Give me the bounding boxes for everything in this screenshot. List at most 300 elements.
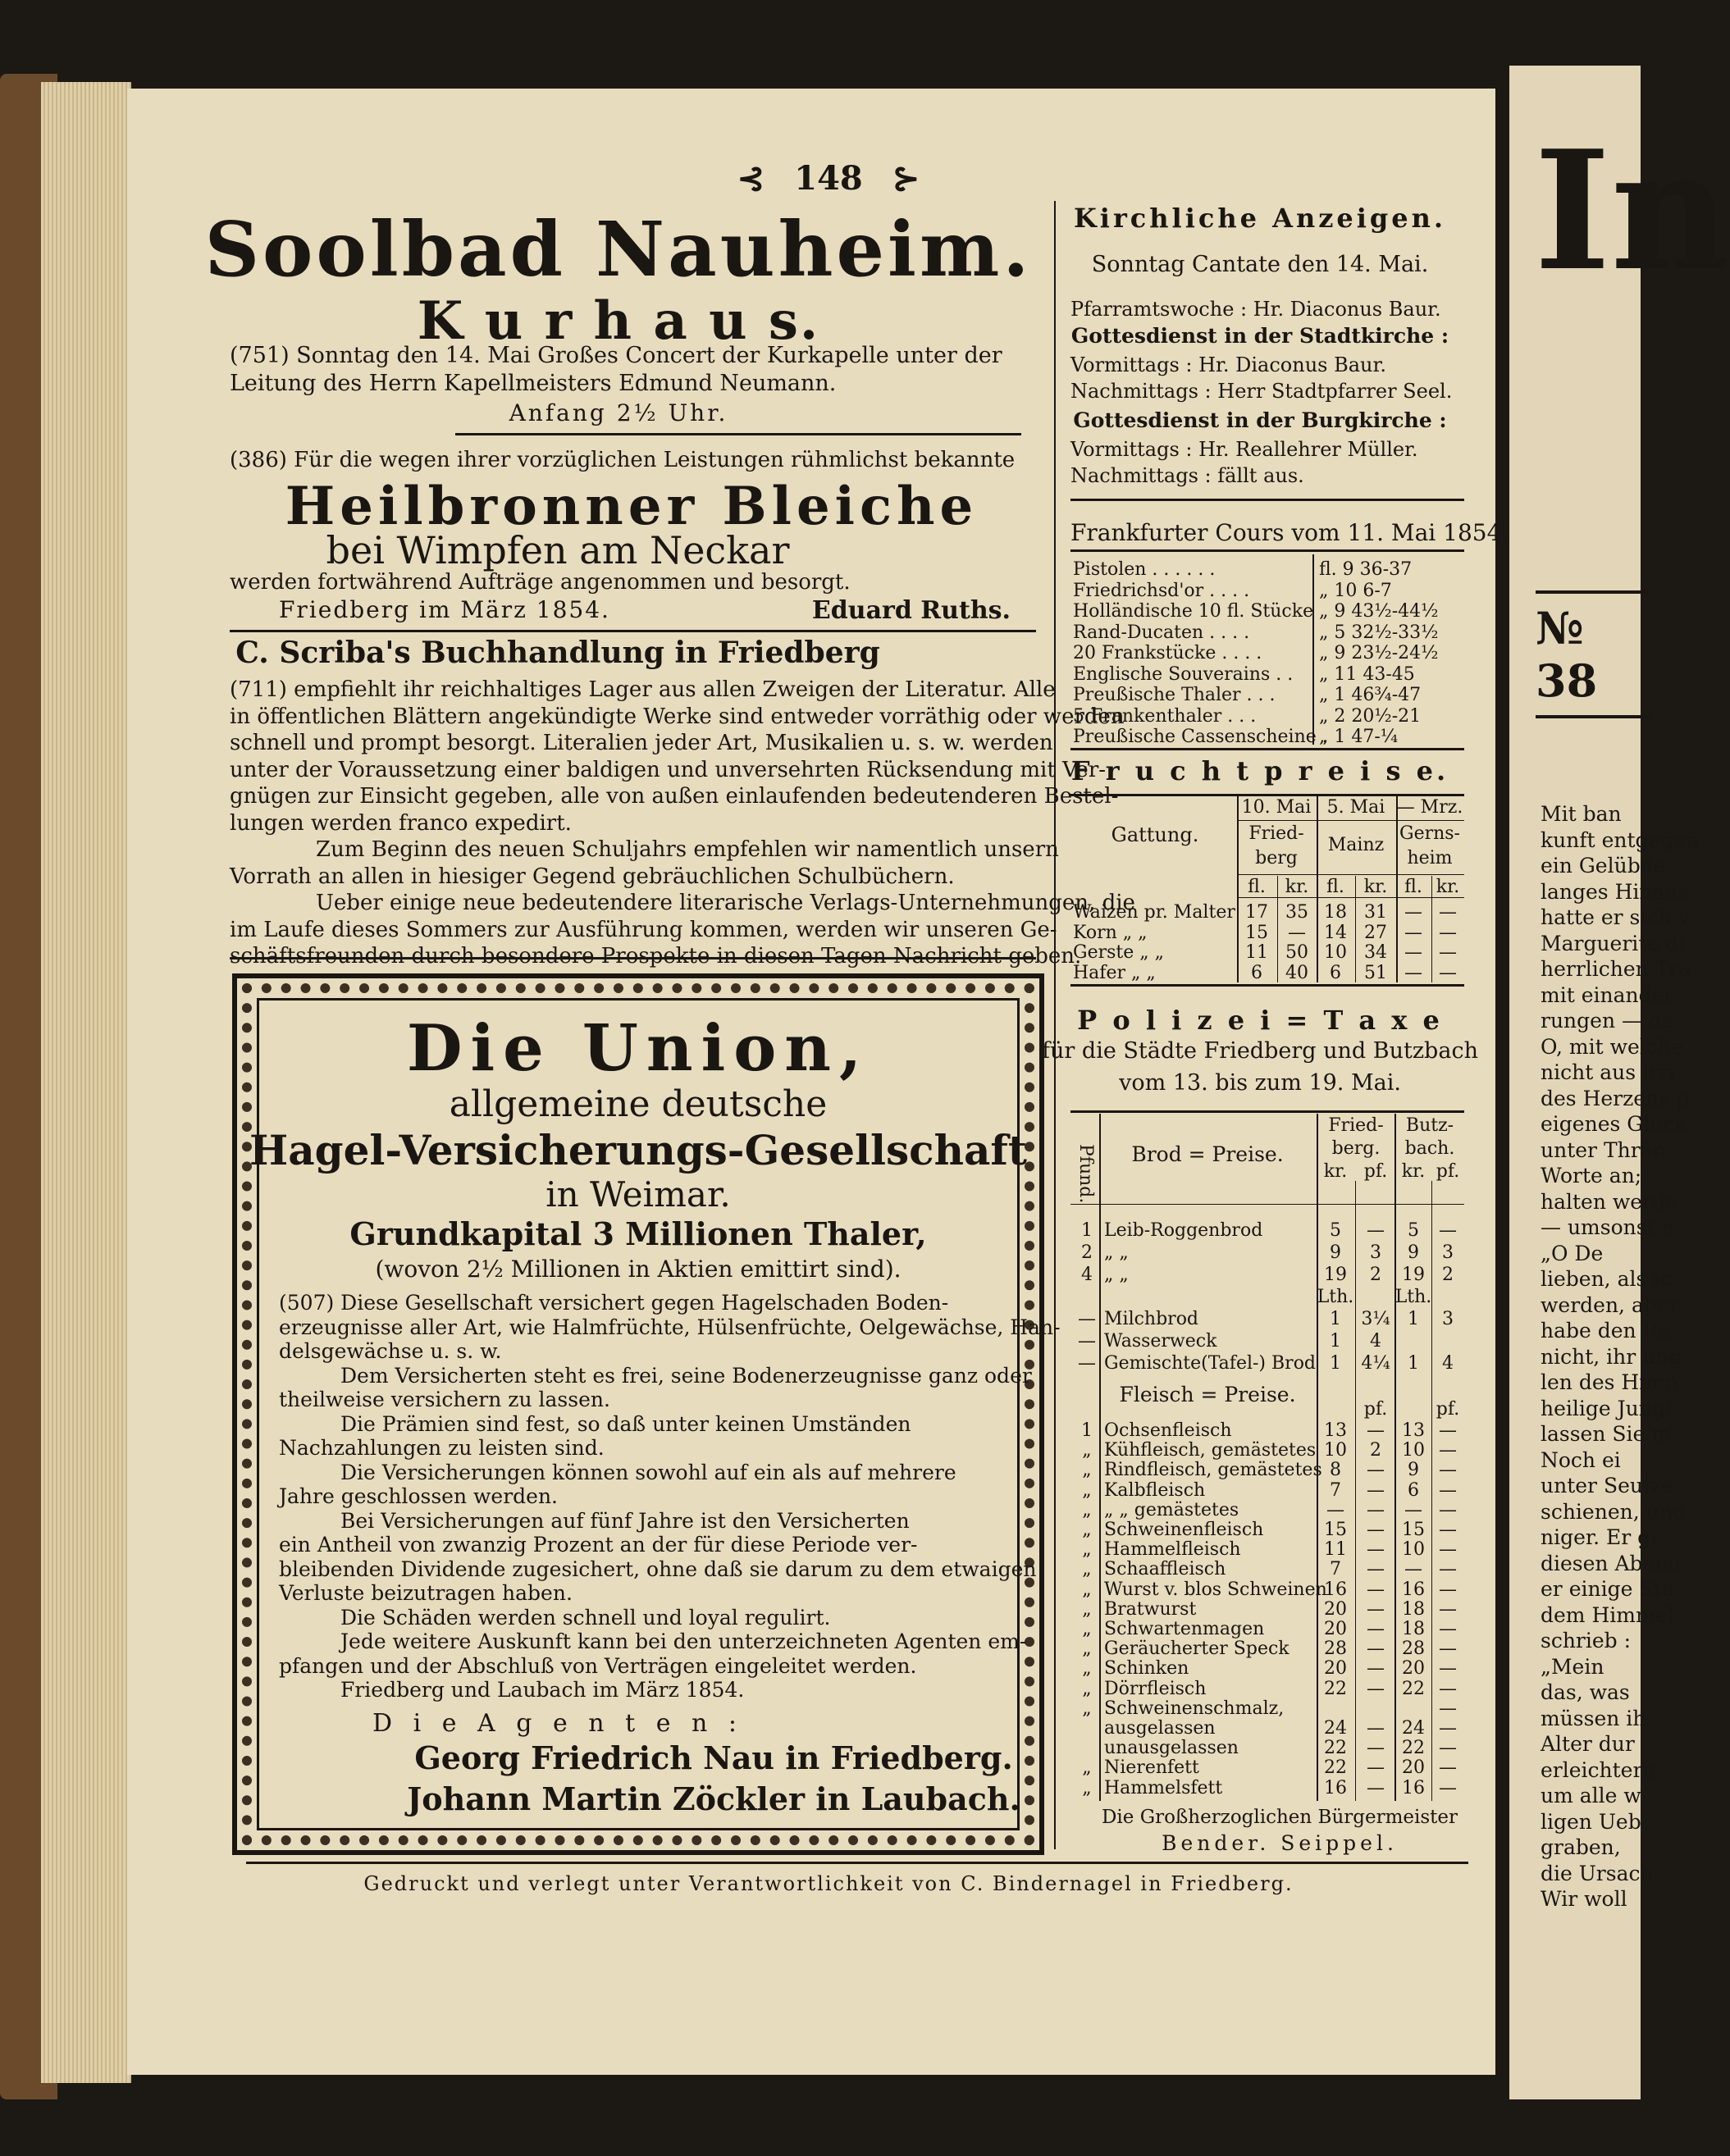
frucht-vline-2	[1396, 795, 1398, 982]
fleisch-cell-5-4: 15	[1402, 1520, 1425, 1540]
soolbad-title: Soolbad Nauheim.	[204, 205, 1033, 294]
heilbronner-subtitle: bei Wimpfen am Neckar	[326, 528, 790, 572]
scriba-head	[235, 638, 879, 668]
union-line-2: delsgewächse u. s. w.	[279, 1339, 502, 1363]
ad386-intro: (386) Für die wegen ihrer vorzüglichen Leistungen rühmlichst bekannte	[230, 448, 1016, 472]
fleisch-pf-fb: pf.	[1363, 1399, 1388, 1420]
polizei-col-fb2: berg.	[1331, 1138, 1381, 1159]
fleisch-pf-bb: pf.	[1436, 1399, 1460, 1420]
brod-qty-4: —	[1078, 1309, 1096, 1329]
union-line-4: theilweise versichern zu lassen.	[279, 1388, 610, 1411]
scriba-head-text: C. Scriba's Buchhandlung in Friedberg	[235, 636, 880, 670]
cours-name-5: Englische Souverains . .	[1073, 663, 1294, 685]
brod-cell-0-2: 5	[1330, 1220, 1341, 1241]
brod-item-2: „ „	[1104, 1265, 1129, 1285]
fleisch-cell-9-5: —	[1439, 1598, 1457, 1620]
fleisch-cell-16-2: 22	[1324, 1738, 1347, 1759]
frucht-place-3: Gerns-	[1399, 823, 1461, 844]
fleisch-item-18: Hammelsfett	[1104, 1777, 1223, 1798]
cours-name-2: Holländische 10 fl. Stücke	[1073, 601, 1314, 622]
fleisch-cell-15-4: 24	[1402, 1718, 1425, 1739]
frucht-subline-2	[1431, 876, 1432, 982]
union-line-10: ein Antheil von zwanzig Prozent an der für diese Periode ver-	[279, 1533, 918, 1557]
rule-1	[455, 433, 1021, 435]
next-page-line-28: niger. Er gi	[1541, 1525, 1658, 1549]
fleisch-cell-11-2: 28	[1324, 1639, 1347, 1660]
fleisch-cell-18-3: —	[1367, 1777, 1385, 1798]
fleisch-qty-10: „	[1082, 1619, 1092, 1639]
frucht-cell-2-5: —	[1404, 942, 1422, 963]
union-capital: Grundkapital 3 Millionen Thaler,	[349, 1215, 927, 1252]
fleisch-item-13: Dörrfleisch	[1104, 1678, 1207, 1699]
page-header	[737, 159, 920, 198]
fleisch-qty-18: „	[1082, 1777, 1092, 1798]
fleisch-qty-8: „	[1082, 1579, 1092, 1600]
polizei-unit-1: pf.	[1363, 1161, 1388, 1182]
next-page-line-26: unter Seufze	[1541, 1474, 1674, 1497]
fleisch-cell-15-5: —	[1439, 1718, 1457, 1739]
fleisch-cell-16-3: —	[1367, 1738, 1385, 1759]
fleisch-cell-5-3: —	[1367, 1520, 1385, 1540]
brod-qty-1: 2	[1081, 1242, 1093, 1263]
frucht-place-2: Mainz	[1327, 835, 1385, 855]
fleisch-cell-6-3: —	[1367, 1539, 1385, 1561]
brod-cell-2-5: 2	[1442, 1265, 1454, 1285]
next-page-line-1: kunft entgegen	[1541, 827, 1700, 852]
union-line-1: erzeugnisse aller Art, wie Halmfrüchte, Hülsenfrüchte, Oelgewächse, Han-	[279, 1315, 1061, 1339]
brod-item-1: „ „	[1104, 1242, 1129, 1263]
fleisch-cell-15-2: 24	[1324, 1718, 1347, 1739]
frucht-cell-0-6: —	[1439, 902, 1457, 923]
fleisch-cell-15-3: —	[1367, 1718, 1385, 1739]
fleisch-cell-2-3: —	[1367, 1460, 1385, 1481]
frucht-cell-0-2: 35	[1285, 902, 1308, 923]
fleisch-cell-14-5: —	[1439, 1698, 1457, 1719]
fleisch-cell-11-3: —	[1367, 1639, 1385, 1660]
fleisch-item-6: Hammelfleisch	[1104, 1539, 1241, 1561]
next-page-line-3: langes Hinaus	[1541, 879, 1689, 904]
frucht-unit-0: fl.	[1248, 877, 1266, 897]
next-page-line-12: eigenes Glück	[1541, 1112, 1687, 1136]
brod-cell-6-3: 4¼	[1361, 1353, 1390, 1374]
next-page-line-24: lassen Sie m	[1541, 1422, 1671, 1446]
scriba-line-10: schäftsfreunden durch besondere Prospekte in diesen Tagen Nachricht geben.	[230, 944, 1082, 969]
brod-qty-6: —	[1078, 1353, 1096, 1374]
fleisch-item-4: „ „ gemästetes	[1104, 1499, 1239, 1520]
church-line-0: Pfarramtswoche : Hr. Diaconus Baur.	[1070, 298, 1441, 321]
cours-rate-0: fl. 9 36-37	[1319, 559, 1413, 580]
polizei-col-bb1: Butz-	[1405, 1115, 1454, 1136]
fleisch-cell-1-4: 10	[1402, 1440, 1425, 1461]
next-page-line-10: nicht aus irri	[1541, 1060, 1675, 1084]
church-line-1: Gottesdienst in der Stadtkirche :	[1070, 324, 1449, 348]
next-page-line-41: die Ursach	[1541, 1861, 1654, 1885]
frucht-cell-3-6: —	[1439, 962, 1457, 983]
brod-cell-3-4: Lth.	[1394, 1287, 1432, 1307]
fleisch-cell-12-4: 20	[1402, 1658, 1425, 1680]
frucht-hline-places	[1237, 874, 1464, 875]
rule-r3	[1070, 748, 1464, 750]
ad386-signer: Eduard Ruths.	[811, 596, 1011, 625]
next-page-line-36: Alter dur	[1541, 1732, 1635, 1756]
fleisch-cell-5-5: —	[1439, 1520, 1457, 1540]
fleisch-qty-11: „	[1082, 1639, 1092, 1660]
next-page-line-5: Marguerite di	[1541, 931, 1686, 955]
fleisch-cell-17-4: 20	[1402, 1757, 1425, 1779]
church-title: Kirchliche Anzeigen.	[1073, 203, 1447, 234]
union-line-12: Verluste beizutragen haben.	[279, 1581, 573, 1605]
frucht-cell-3-3: 6	[1330, 962, 1341, 983]
cours-divider	[1312, 554, 1314, 745]
kurhaus-subtitle: K u r h a u s.	[417, 290, 820, 352]
fleisch-item-12: Schinken	[1104, 1658, 1189, 1680]
fleisch-cell-6-5: —	[1439, 1539, 1457, 1561]
polizei-subline-0	[1355, 1181, 1356, 1801]
next-page-title: In	[1534, 115, 1730, 308]
polizei-sub1: für die Städte Friedberg und Butzbach	[1042, 1038, 1478, 1064]
frucht-grain-2: Gerste „ „	[1073, 942, 1165, 963]
frucht-cell-3-5: —	[1404, 962, 1422, 983]
ad751-line3: Anfang 2½ Uhr.	[509, 399, 728, 426]
rule-r5	[1070, 984, 1464, 987]
frucht-grain-0: Waizen pr. Malter	[1073, 902, 1235, 923]
cours-rate-6: „ 1 46¾-47	[1319, 685, 1422, 705]
frucht-date-2: — Mrz.	[1396, 797, 1463, 818]
rule-r4	[1070, 794, 1464, 796]
cours-rate-2: „ 9 43½-44½	[1319, 601, 1439, 622]
frucht-unit-1: kr.	[1285, 877, 1309, 897]
fleisch-cell-2-2: 8	[1330, 1460, 1341, 1481]
polizei-col-bb2: bach.	[1404, 1138, 1455, 1159]
frucht-cell-2-3: 10	[1324, 942, 1347, 963]
page-number: 148	[794, 159, 863, 198]
frucht-place-1: berg	[1255, 848, 1298, 868]
polizei-unit-2: kr.	[1401, 1161, 1426, 1182]
brod-qty-5: —	[1078, 1331, 1096, 1351]
next-page-line-16: — umsonst n	[1541, 1215, 1675, 1239]
frucht-hline-dates	[1237, 820, 1464, 821]
union-sub1: allgemeine deutsche	[449, 1083, 828, 1125]
fleisch-qty-12: „	[1082, 1658, 1092, 1680]
church-date: Sonntag Cantate den 14. Mai.	[1091, 252, 1429, 277]
fleisch-item-11: Geräucherter Speck	[1104, 1639, 1290, 1660]
frucht-vline-1	[1317, 795, 1318, 982]
church-line-5: Vormittags : Hr. Reallehrer Müller.	[1070, 438, 1418, 461]
union-line-3: Dem Versicherten steht es frei, seine Bodenerzeugnisse ganz oder	[340, 1363, 1032, 1388]
fleisch-cell-1-2: 10	[1324, 1440, 1347, 1461]
church-line-4: Gottesdienst in der Burgkirche :	[1073, 408, 1447, 432]
fleisch-cell-13-5: —	[1439, 1678, 1457, 1699]
fleisch-cell-3-2: 7	[1330, 1479, 1341, 1501]
fleisch-qty-6: „	[1082, 1539, 1092, 1561]
fleisch-cell-6-4: 10	[1402, 1539, 1425, 1561]
fleisch-item-10: Schwartenmagen	[1104, 1619, 1265, 1639]
next-page-line-18: lieben, als ic	[1541, 1267, 1672, 1291]
fleisch-cell-12-3: —	[1367, 1658, 1385, 1680]
cours-name-6: Preußische Thaler . . .	[1073, 685, 1276, 705]
next-page-line-13: unter Thrän	[1541, 1137, 1666, 1162]
frucht-hline-units	[1237, 897, 1464, 898]
polizei-hline	[1070, 1204, 1464, 1205]
fleisch-cell-17-3: —	[1367, 1757, 1385, 1779]
next-page-line-9: O, mit welche	[1541, 1034, 1683, 1059]
fleisch-cell-0-4: 13	[1402, 1420, 1425, 1441]
frucht-subline-0	[1277, 876, 1278, 982]
fleisch-item-0: Ochsenfleisch	[1104, 1420, 1232, 1441]
union-line-11: bleibenden Dividende zugesichert, ohne daß sie darum zu dem etwaigen	[279, 1557, 1037, 1581]
brod-cell-6-2: 1	[1330, 1353, 1341, 1374]
union-line-0: (507) Diese Gesellschaft versichert gegen Hagelschaden Boden-	[279, 1291, 949, 1315]
cours-name-1: Friedrichsd'or . . . .	[1073, 580, 1250, 601]
union-line-9: Bei Versicherungen auf fünf Jahre ist den Versicherten	[340, 1508, 910, 1533]
cours-name-7: 5 Frankenthaler . . .	[1073, 705, 1257, 727]
cours-title: Frankfurter Cours vom 11. Mai 1854.	[1070, 519, 1509, 546]
fleisch-cell-0-3: —	[1367, 1420, 1385, 1441]
brod-cell-5-3: 4	[1370, 1331, 1381, 1351]
fleisch-cell-7-5: —	[1439, 1559, 1457, 1580]
fleisch-cell-7-3: —	[1367, 1559, 1385, 1580]
frucht-unit-3: kr.	[1363, 877, 1388, 897]
fleisch-cell-17-5: —	[1439, 1757, 1457, 1779]
fleisch-item-15: ausgelassen	[1104, 1718, 1216, 1739]
ornament-right: ⊱	[892, 159, 920, 198]
next-page-line-38: um alle w	[1541, 1784, 1641, 1807]
frucht-cell-2-6: —	[1439, 942, 1457, 963]
cours-rate-1: „ 10 6-7	[1319, 580, 1392, 601]
heilbronner-title: Heilbronner Bleiche	[285, 476, 979, 537]
frucht-cell-1-5: —	[1404, 922, 1422, 943]
scriba-line-7: Vorrath an allen in hiesiger Gegend gebräuchlichen Schulbüchern.	[230, 864, 955, 889]
polizei-col-pfund: Pfund.	[1075, 1144, 1096, 1204]
next-page-line-22: len des Himn	[1541, 1370, 1679, 1394]
fleisch-cell-3-3: —	[1367, 1479, 1385, 1501]
fleisch-item-14: Schweinenschmalz,	[1104, 1698, 1285, 1719]
fleisch-qty-17: „	[1082, 1757, 1092, 1779]
fleisch-cell-10-3: —	[1367, 1619, 1385, 1639]
frucht-unit-4: fl.	[1404, 877, 1422, 897]
brod-cell-5-2: 1	[1330, 1331, 1341, 1351]
brod-cell-2-4: 19	[1402, 1265, 1425, 1285]
union-agent2: Johann Martin Zöckler in Laubach.	[407, 1780, 1020, 1817]
rule-3	[230, 957, 1036, 959]
ornament-left: ⊰	[737, 159, 765, 198]
next-page-number: № 38	[1536, 590, 1650, 718]
scriba-line-8: Ueber einige neue bedeutendere literarische Verlags-Unternehmungen, die	[316, 891, 1135, 915]
cours-rate-4: „ 9 23½-24½	[1319, 643, 1439, 663]
brod-cell-2-3: 2	[1370, 1265, 1381, 1285]
fleisch-cell-4-3: —	[1367, 1499, 1385, 1520]
fleisch-item-7: Schaaffleisch	[1104, 1559, 1226, 1580]
brod-cell-1-4: 9	[1408, 1242, 1419, 1263]
fleisch-cell-9-4: 18	[1402, 1598, 1425, 1620]
frucht-grain-1: Korn „ „	[1073, 922, 1148, 943]
frucht-unit-2: fl.	[1326, 877, 1344, 897]
fleisch-qty-2: „	[1082, 1460, 1092, 1481]
church-line-3: Nachmittags : Herr Stadtpfarrer Seel.	[1070, 380, 1453, 403]
frucht-date-0: 10. Mai	[1241, 797, 1312, 818]
ad386-place: Friedberg im März 1854.	[279, 596, 610, 623]
fleisch-qty-13: „	[1082, 1678, 1092, 1699]
frucht-subline-1	[1355, 876, 1356, 982]
frucht-cell-1-4: 27	[1364, 922, 1387, 943]
next-page-line-40: graben,	[1541, 1835, 1621, 1859]
fleisch-cell-3-5: —	[1439, 1479, 1457, 1501]
fleisch-qty-7: „	[1082, 1559, 1092, 1580]
frucht-cell-1-2: —	[1288, 922, 1306, 943]
union-sub3: in Weimar.	[545, 1174, 731, 1215]
fleisch-qty-0: 1	[1081, 1420, 1093, 1441]
church-line-2: Vormittags : Hr. Diaconus Baur.	[1070, 353, 1386, 376]
union-line-5: Die Prämien sind fest, so daß unter keinen Umständen	[340, 1411, 911, 1436]
brod-item-5: Wasserweck	[1104, 1331, 1217, 1351]
fleisch-qty-4: „	[1082, 1499, 1092, 1520]
scriba-line-0: (711) empfiehlt ihr reichhaltiges Lager aus allen Zweigen der Literatur. Alle	[230, 677, 1056, 702]
cours-rate-7: „ 2 20½-21	[1319, 705, 1422, 727]
frucht-unit-5: kr.	[1436, 877, 1460, 897]
union-agents-head: D i e A g e n t e n :	[372, 1709, 743, 1738]
fleisch-cell-13-2: 22	[1324, 1678, 1347, 1699]
fleisch-cell-18-2: 16	[1324, 1777, 1347, 1798]
fleisch-cell-13-3: —	[1367, 1678, 1385, 1699]
brod-item-6: Gemischte(Tafel-) Brod	[1104, 1353, 1317, 1374]
brod-qty-0: 1	[1081, 1220, 1093, 1241]
fleisch-qty-1: „	[1082, 1440, 1092, 1461]
fleisch-cell-0-2: 13	[1324, 1420, 1347, 1441]
ad751-line1: (751) Sonntag den 14. Mai Großes Concert der Kurkapelle unter der	[230, 343, 1002, 368]
fleisch-qty-14: „	[1082, 1698, 1092, 1719]
brod-cell-4-2: 1	[1330, 1309, 1341, 1329]
next-page-line-4: hatte er sich v	[1541, 905, 1690, 929]
scriba-line-2: schnell und prompt besorgt. Literalien jeder Art, Musikalien u. s. w. werden	[230, 731, 1053, 755]
frucht-title: F r u c h t p r e i s e.	[1070, 755, 1449, 786]
frucht-cell-3-1: 6	[1251, 962, 1262, 983]
frucht-cell-3-4: 51	[1364, 962, 1387, 983]
frucht-date-1: 5. Mai	[1326, 797, 1385, 818]
polizei-col-brod: Brod = Preise.	[1131, 1142, 1284, 1166]
next-page-fragment	[1509, 66, 1730, 2099]
fleisch-cell-8-2: 16	[1324, 1579, 1347, 1600]
fleisch-qty-5: „	[1082, 1520, 1092, 1540]
brod-cell-6-4: 1	[1408, 1353, 1419, 1374]
fleisch-cell-16-5: —	[1439, 1738, 1457, 1759]
fleisch-cell-10-5: —	[1439, 1619, 1457, 1639]
frucht-cell-2-2: 50	[1285, 942, 1308, 963]
polizei-sign2: Bender. Seippel.	[1162, 1831, 1398, 1855]
cours-name-8: Preußische Cassenscheine .	[1073, 727, 1328, 747]
scriba-line-1: in öffentlichen Blättern angekündigte Werke sind entweder vorräthig oder werden	[230, 704, 1125, 729]
next-page-line-2: ein Gelübde,	[1541, 854, 1673, 877]
frucht-hdr-gattung: Gattung.	[1111, 823, 1199, 846]
fleisch-item-9: Bratwurst	[1104, 1598, 1197, 1620]
frucht-cell-1-6: —	[1439, 922, 1457, 943]
next-page-line-42: Wir woll	[1541, 1887, 1627, 1911]
brod-cell-4-5: 3	[1442, 1309, 1454, 1329]
fleisch-title: Fleisch = Preise.	[1119, 1383, 1296, 1406]
fleisch-cell-11-4: 28	[1402, 1639, 1425, 1660]
scriba-line-5: lungen werden franco expedirt.	[230, 810, 572, 836]
scriba-line-3: unter der Voraussetzung einer baldigen und unversehrten Rücksendung mit Ver-	[230, 757, 1107, 782]
fleisch-item-1: Kühfleisch, gemästetes	[1104, 1440, 1317, 1461]
fleisch-cell-4-2: —	[1326, 1499, 1344, 1520]
fleisch-item-16: unausgelassen	[1104, 1738, 1239, 1759]
rule-2	[230, 630, 1036, 632]
union-agent1: Georg Friedrich Nau in Friedberg.	[414, 1739, 1013, 1776]
ad386-line1: werden fortwährend Aufträge angenommen und besorgt.	[230, 570, 851, 595]
brod-cell-4-4: 1	[1408, 1309, 1419, 1329]
next-page-line-29: diesen Abend	[1541, 1551, 1682, 1575]
polizei-vline-2	[1394, 1114, 1396, 1801]
polizei-vline-0	[1099, 1114, 1101, 1801]
fleisch-cell-13-4: 22	[1402, 1678, 1425, 1699]
ad751-line2: Leitung des Herrn Kapellmeisters Edmund Neumann.	[230, 371, 837, 396]
frucht-cell-2-1: 11	[1245, 942, 1268, 963]
fleisch-cell-8-4: 16	[1402, 1579, 1425, 1600]
fleisch-cell-12-2: 20	[1324, 1658, 1347, 1680]
scriba-line-9: im Laufe dieses Sommers zur Ausführung kommen, werden wir unseren Ge-	[230, 917, 1057, 942]
fleisch-cell-8-3: —	[1367, 1579, 1385, 1600]
fleisch-cell-6-2: 11	[1324, 1539, 1347, 1561]
frucht-cell-3-2: 40	[1285, 962, 1308, 983]
fleisch-cell-7-4: —	[1404, 1559, 1422, 1580]
brod-cell-6-5: 4	[1442, 1353, 1454, 1374]
brod-cell-0-4: 5	[1408, 1220, 1419, 1241]
brod-cell-0-3: —	[1367, 1220, 1385, 1241]
next-page-line-15: halten werde	[1541, 1189, 1678, 1214]
fleisch-cell-7-2: 7	[1330, 1559, 1341, 1580]
polizei-unit-3: pf.	[1436, 1161, 1460, 1182]
next-page-line-11: des Herzens p	[1541, 1086, 1689, 1110]
next-page-line-17: „O De	[1541, 1241, 1604, 1265]
next-page-line-33: „Mein	[1541, 1654, 1604, 1679]
fleisch-cell-3-4: 6	[1408, 1479, 1419, 1501]
next-page-line-34: das, was	[1541, 1680, 1630, 1704]
fleisch-cell-2-4: 9	[1408, 1460, 1419, 1481]
frucht-cell-0-4: 31	[1364, 902, 1387, 923]
fleisch-cell-9-3: —	[1367, 1598, 1385, 1620]
fleisch-cell-11-5: —	[1439, 1639, 1457, 1660]
brod-cell-1-3: 3	[1370, 1242, 1381, 1263]
frucht-cell-0-5: —	[1404, 902, 1422, 923]
union-capital-note: (wovon 2½ Millionen in Aktien emittirt sind).	[375, 1256, 902, 1283]
frucht-vline-0	[1237, 795, 1239, 982]
fleisch-cell-2-5: —	[1439, 1460, 1457, 1481]
polizei-unit-0: kr.	[1323, 1161, 1348, 1182]
fleisch-cell-1-3: 2	[1370, 1440, 1381, 1461]
column-divider	[1054, 201, 1056, 1849]
fleisch-cell-5-2: 15	[1324, 1520, 1347, 1540]
next-page-line-14: Worte an;	[1541, 1164, 1642, 1187]
union-line-13: Die Schäden werden schnell und loyal regulirt.	[340, 1605, 831, 1630]
brod-cell-3-2: Lth.	[1317, 1287, 1354, 1307]
next-page-line-21: nicht, ihr ung	[1541, 1344, 1682, 1369]
fleisch-item-8: Wurst v. blos Schweinen	[1104, 1579, 1327, 1600]
next-page-line-25: Noch ei	[1541, 1447, 1621, 1472]
next-page-line-39: ligen Ueb	[1541, 1809, 1641, 1834]
fleisch-item-2: Rindfleisch, gemästetes	[1104, 1460, 1322, 1481]
next-page-line-32: schrieb :	[1541, 1629, 1632, 1652]
next-page-line-30: er einige Stu	[1541, 1577, 1675, 1601]
cours-rate-8: „ 1 47-¼	[1319, 727, 1399, 747]
brod-item-4: Milchbrod	[1104, 1309, 1199, 1329]
frucht-cell-2-4: 34	[1364, 942, 1387, 963]
rule-r1	[1070, 499, 1464, 501]
fleisch-qty-9: „	[1082, 1598, 1092, 1620]
brod-qty-2: 4	[1081, 1265, 1093, 1285]
imprint: Gedruckt und verlegt unter Verantwortlichkeit von C. Bindernagel in Friedberg.	[363, 1872, 1294, 1895]
polizei-title: P o l i z e i = T a x e	[1077, 1005, 1443, 1036]
next-page-line-7: mit einander	[1541, 982, 1674, 1007]
next-page-line-37: erleichtern	[1541, 1757, 1656, 1782]
